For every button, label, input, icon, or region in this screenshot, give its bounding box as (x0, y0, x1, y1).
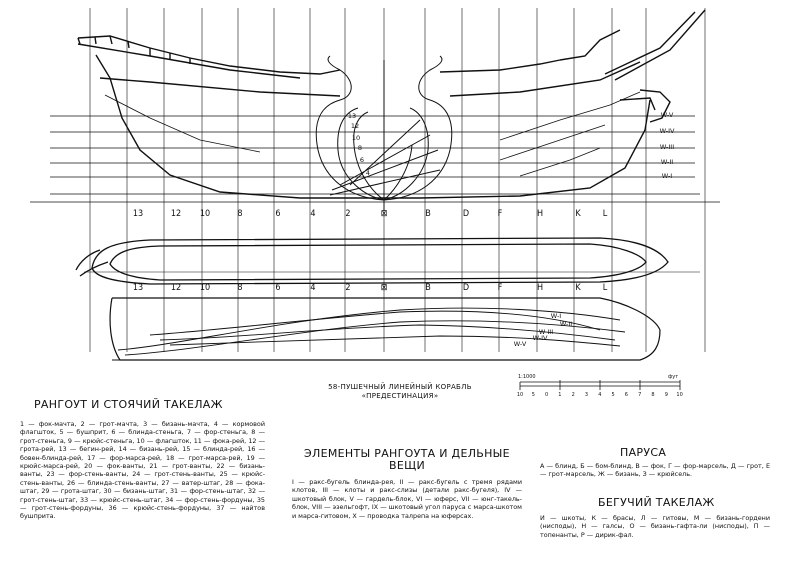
half-breadth-label: W-V (513, 340, 527, 348)
scale-number: 7 (638, 392, 642, 398)
station-label: 13 (132, 283, 144, 293)
station-label: 8 (237, 283, 243, 293)
station-label: 6 (275, 209, 281, 219)
station-label: H (536, 209, 544, 219)
body-plan-label: 13 (347, 112, 357, 120)
elements-text: I — ракс-бугель блинда-рея, II — ракс-бугель с тремя рядами клотов, III — клоты и ракс-слизы (детали ракс-бугеля), IV — шкотовый блок, V — гардель-блок, VI — юферс, VII — юнг-такель-блок, VIII — эзельгофт, IX — шкотовый угол паруса с марса-шкотом и марса-гитовом, X — проводка талрепа на юферсах. (292, 478, 522, 520)
body-plan-label: 4 (365, 169, 371, 177)
station-label: 10 (199, 209, 211, 219)
half-breadth-label: W-III (538, 328, 554, 336)
running-rigging-title: БЕГУЧИЙ ТАКЕЛАЖ (598, 496, 715, 509)
half-breadth-label: W-I (550, 312, 562, 320)
station-label: D (462, 283, 470, 293)
waterline-label: W-II (660, 158, 674, 166)
waterline-label: W-IV (659, 127, 675, 135)
waterline-label: W-I (661, 172, 673, 180)
scale-number: 9 (664, 392, 668, 398)
scale-number: 4 (598, 392, 602, 398)
scale-number: 5 (611, 392, 615, 398)
station-label: 2 (345, 209, 351, 219)
scale-number: 8 (651, 392, 655, 398)
scale-bar (520, 380, 680, 390)
station-label: 13 (132, 209, 144, 219)
body-plan-label: 12 (350, 122, 360, 130)
scale-right-label: фут (668, 374, 679, 380)
caption-line-1: 58-ПУШЕЧНЫЙ ЛИНЕЙНЫЙ КОРАБЛЬ (328, 383, 472, 391)
scale-number: 3 (584, 392, 589, 398)
station-label: B (425, 283, 431, 293)
scale-number: 2 (571, 392, 575, 398)
station-label: D (462, 209, 470, 219)
body-plan (316, 56, 452, 210)
station-label: H (536, 283, 544, 293)
drawing-caption (300, 383, 500, 401)
scale-number: 1 (558, 392, 562, 398)
station-label: 12 (170, 283, 182, 293)
buttock-lines (105, 92, 640, 176)
waterline-labels (660, 111, 675, 180)
station-label: 6 (275, 283, 281, 293)
station-label: K (575, 283, 581, 293)
scale-number: 10 (516, 392, 524, 398)
scale-number: 10 (676, 392, 683, 398)
elements-title-line-2: ВЕЩИ (389, 459, 425, 472)
rigging-title: РАНГОУТ И СТОЯЧИЙ ТАКЕЛАЖ (34, 398, 223, 411)
station-label: 4 (310, 283, 316, 293)
waterline-label: W-V (660, 111, 674, 119)
half-breadth-label: W-IV (532, 334, 548, 342)
station-label: L (602, 283, 608, 293)
deck-plan (76, 238, 700, 284)
caption-line-2: «ПРЕДЕСТИНАЦИЯ» (361, 392, 439, 400)
elements-title (292, 448, 522, 472)
scale-number: 6 (624, 392, 628, 398)
half-breadth-label: W-II (559, 320, 573, 328)
station-label: F (497, 283, 503, 293)
body-plan-label: 8 (357, 144, 363, 152)
sheer-plan-hull (78, 10, 705, 198)
rigging-text: 1 — фок-мачта, 2 — грот-мачта, 3 — бизань-мачта, 4 — кормовой флагшток, 5 — бушприт, 6 — блинда-стеньга, 7 — фор-стеньга, 8 — грот-стеньга, 9 — крюйс-стеньга, 10 — флагшток, 11 — фока-рей, 12 — грота-рей, 13 — бегин-рей, 14 — бизань-рей, 15 — блинда-рей, 16 — бовен-блинда-рей, 17 — фор-марса-рей, 18 — грот-марса-рей, 19 — крюйс-марса-рей, 20 — фок-ванты, 21 — грот-ванты, 22 — бизань-ванты, 23 — фор-стень-ванты, 24 — грот-стень-ванты, 25 — крюйс-стень-ванты, 26 — блинда-стень-ванты, 27 — ватер-штаг, 28 — фока-штаг, 29 — грота-штаг, 30 — бизань-штаг, 31 — фор-стень-штаг, 32 — грот-стень-штаг, 33 — крюйс-стень-штаг, 34 — фор-стень-фордуны, 35 — грот-стень-фордуны, 36 — крюйс-стень-фордуны, 37 — найтов бушприта. (20, 420, 265, 521)
body-plan-label: 10 (351, 134, 361, 142)
station-label: 10 (199, 283, 211, 293)
station-label: L (602, 209, 608, 219)
sails-text: А — блинд, Б — бом-блинд, В — фок, Г — фор-марсель, Д — грот, Е — грот-марсель, Ж — бизань, З — крюйсель. (540, 462, 770, 479)
scale-number: 0 (545, 392, 549, 398)
elements-title-line-1: ЭЛЕМЕНТЫ РАНГОУТА И ДЕЛЬНЫЕ (304, 447, 510, 460)
station-label: K (575, 209, 581, 219)
station-label: ⊠ (380, 283, 388, 293)
scale-left-label: 1:1000 (518, 374, 536, 380)
station-label: 8 (237, 209, 243, 219)
station-label: B (425, 209, 431, 219)
station-labels-top (133, 209, 608, 219)
sails-title: ПАРУСА (620, 446, 667, 459)
station-label: 2 (345, 283, 351, 293)
station-label: F (497, 209, 503, 219)
waterline-grid (30, 116, 720, 202)
half-breadth-plan (110, 298, 660, 360)
scale-number: 5 (531, 392, 535, 398)
station-labels-middle (133, 283, 608, 293)
running-rigging-text: И — шкоты, К — брасы, Л — гитовы, М — бизань-гордени (нисподы), Н — галсы, О — бизань-гафта-ли (нисподы), П — топенанты, Р — дирик-фал. (540, 514, 770, 539)
scale-numbers (517, 392, 683, 398)
station-label: 4 (310, 209, 316, 219)
waterline-label: W-III (659, 143, 675, 151)
station-label: ⊠ (380, 209, 388, 219)
body-plan-label: 6 (359, 156, 365, 164)
station-label: 12 (170, 209, 182, 219)
